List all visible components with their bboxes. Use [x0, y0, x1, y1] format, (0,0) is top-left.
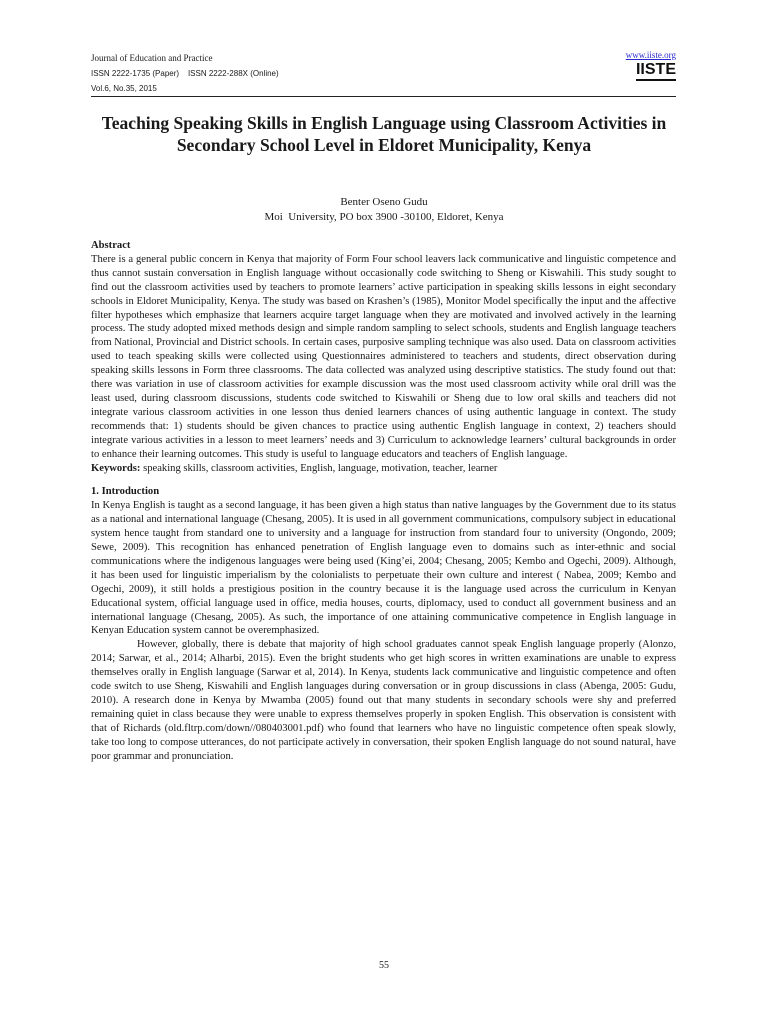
journal-name: Journal of Education and Practice	[91, 53, 213, 63]
author-block	[0, 195, 768, 225]
keywords-label: Keywords:	[91, 462, 141, 474]
publisher-block	[626, 50, 676, 81]
section-heading-introduction: 1. Introduction	[91, 486, 160, 498]
publisher-url-link[interactable]: www.iiste.org	[625, 50, 676, 60]
author-name: Benter Oseno Gudu	[340, 196, 428, 208]
abstract-text: There is a general public concern in Kenya that majority of Form Four school leavers lack communicative and linguistic competence and thus cannot sustain conversation in English language without occasionally code switching to Sheng or Kiswahili. This study sought to find out the classroom activities used by teachers to promote learners’ active participation in speaking skills lessons in eight secondary schools in Eldoret Municipality, Kenya. The study was based on Krashen’s (1985), Monitor Model specifically the input and the affective filter hypotheses which emphasize that learners acquire target language when they are motivated and involved actively in the learning process. The study adopted mixed methods design and simple random sampling to select schools, students and English language teachers from National, Provincial and District schools. In certain cases, purposive sampling technique was also used. Data on classroom activities used to teach speaking skills were collected using Questionnaires administered to teachers and students, direct observation during speaking skills lessons in Form three classrooms. The data collected was analyzed using descriptive statistics. The study found out that: there was variation in use of classroom activities for example discussion was the most used classroom activity while oral drill was the least used, during classroom discussions, students code switched to Kiswahili or Sheng due to low oral skills and teachers did not integrate various classroom activities in one lesson thus denied learners chances of using authentic language in context. The study recommends that: 1) students should be given chances to practice using authentic English language in context, 2) teachers should integrate various activities in a lesson to meet learners’ needs and 3) Curriculum to acknowledge learners’ cultural backgrounds in order to enhance their learning outcomes. This study is useful to language educators and teachers of English language.	[91, 253, 676, 460]
keywords-line	[91, 462, 676, 476]
intro-paragraph-1: In Kenya English is taught as a second language, it has been given a high status than native languages by the Government due to its status as a national and international language (Chesang, 2005). It is used in all government communications, compulsory subject in educational system hence taught from standard one to university and a language for instruction from standard four to university (Ongondo, 2009; Sewe, 2009). This recognition has enhanced penetration of English language even to domains such as inter-ethnic and social communications where the indigenous languages were being used (King’ei, 2004; Chesang, 2005; Kembo and Ogechi, 2009). Although, it has been used for linguistic imperialism by the colonialists to perpetuate their own culture and interest ( Nabea, 2009; Kembo and Ogechi, 2009), it still holds a prestigious position in the country because it is the language used across the curriculum in Kenyan Educational system, official language used in office, media houses, courts, diplomacy, used to conduct all government business and an international language (Chesang, 2005). As such, the importance of one attaining communicative competence in English language in Kenyan Education system cannot be overemphasized.	[91, 500, 676, 637]
intro-paragraph-2: However, globally, there is debate that majority of high school graduates cannot speak English language properly (Alonzo, 2014; Sarwar, et al., 2014; Alharbi, 2015). Even the bright students who get high scores in written examinations are unable to express themselves orally in English language (Sarwar et al, 2014). In Kenya, students lack communicative and linguistic competence and often code switch to use Sheng, Kiswahili and English languages during conversation or in group discussions in class (Abenga, 2005: Gudu, 2010). A research done in Kenya by Mwamba (2005) found out that many students in secondary schools were shy and preferred remaining quiet in class because they were unable to express themselves properly in spoken English. This observation is consistent with that of Richards (old.fltrp.com/down//080403001.pdf) who found that learners who have no linguistic competence often speak slowly, take too long to compose utterances, do not participate actively in conversation, their spoken English language do not sound natural, have poor grammar and pronunciation.	[91, 639, 676, 762]
iiste-logo: IISTE	[636, 62, 676, 81]
abstract-heading: Abstract	[91, 240, 131, 251]
journal-volume: Vol.6, No.35, 2015	[91, 84, 157, 93]
paper-title: Teaching Speaking Skills in English Language using Classroom Activities in Secondary School Level in Eldoret Municipality, Kenya	[101, 113, 667, 155]
page-number: 55	[379, 960, 389, 971]
journal-issn: ISSN 2222-1735 (Paper) ISSN 2222-288X (Online)	[91, 69, 279, 78]
paper-body	[91, 239, 676, 764]
keywords-text: speaking skills, classroom activities, English, language, motivation, teacher, learner	[140, 462, 498, 474]
journal-header	[91, 51, 279, 96]
author-affiliation: Moi University, PO box 3900 -30100, Eldoret, Kenya	[264, 211, 504, 223]
header-rule	[91, 96, 676, 97]
